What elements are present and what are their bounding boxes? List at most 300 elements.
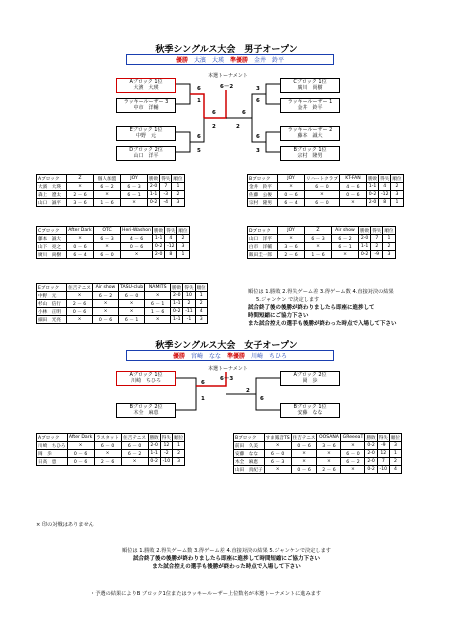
player-name: 山口 洋平 bbox=[248, 235, 278, 243]
table-header-row bbox=[234, 434, 402, 442]
column-header: JOY bbox=[121, 175, 148, 183]
men-left-box-1: Aブロック 1位 大濱 大瑛 bbox=[116, 78, 176, 93]
column-header: Heri-Washon bbox=[122, 228, 152, 233]
table-header-row bbox=[37, 175, 185, 183]
result-cell: 2 － 6 bbox=[67, 191, 94, 199]
player-name: 山口 誠平 bbox=[37, 199, 67, 207]
women-title: 秋季シングルス大会 女子オープン bbox=[155, 341, 298, 351]
result-cell: 3 bbox=[177, 243, 189, 251]
result-cell: 8 bbox=[165, 251, 177, 259]
block-c-men bbox=[36, 226, 190, 259]
column-header: すま鳳音TS bbox=[265, 435, 290, 441]
table-header-row bbox=[37, 284, 208, 292]
men-runner-name: 金井 鈴平 bbox=[254, 57, 285, 64]
player-name: 日高 恵 bbox=[37, 458, 68, 466]
result-cell: 4 － 6 bbox=[121, 235, 153, 243]
men-score: 6 bbox=[256, 98, 260, 104]
block-title: Eブロック bbox=[37, 284, 67, 292]
column-header: 得失 bbox=[372, 228, 382, 234]
result-cell: × bbox=[67, 183, 94, 191]
player-name: 金井 鈴平 bbox=[248, 183, 278, 191]
column-header: GReeeaT bbox=[342, 435, 364, 440]
table-row bbox=[248, 243, 396, 251]
result-cell: 2 － 6 bbox=[278, 251, 305, 259]
block-b-men bbox=[247, 174, 404, 207]
result-cell: × bbox=[332, 251, 359, 259]
result-cell: × bbox=[119, 308, 145, 316]
column-header: 勝敗 bbox=[366, 435, 376, 441]
block-title: Bブロック bbox=[248, 175, 278, 183]
block-title: Aブロック bbox=[37, 434, 68, 442]
women-score: 6 bbox=[260, 396, 264, 402]
result-cell: -1 bbox=[183, 316, 195, 324]
result-cell: 6 － 3 bbox=[121, 183, 148, 191]
result-cell: 2 bbox=[391, 183, 403, 191]
table-row bbox=[248, 199, 404, 207]
column-header: Air show bbox=[93, 284, 119, 292]
men-right-box-2: ラッキールーザー 1 金井 鈴平 bbox=[280, 98, 340, 113]
column-header: JOY bbox=[278, 175, 305, 183]
result-cell: 6 － 0 bbox=[305, 199, 340, 207]
result-cell: × bbox=[121, 458, 148, 466]
result-cell: 1-1 bbox=[153, 235, 165, 243]
result-cell: × bbox=[121, 251, 153, 259]
column-header: 住吉テニス bbox=[121, 434, 148, 442]
result-cell: 3 － 6 bbox=[317, 442, 341, 450]
result-cell: 6 － 1 bbox=[119, 316, 145, 324]
women-left-box-1: Aブロック 1位 川崎 ちひろ bbox=[116, 371, 176, 386]
result-cell: -12 bbox=[379, 191, 391, 199]
player-name: 白市 洋輔 bbox=[248, 243, 278, 251]
result-cell: 2-0 bbox=[171, 292, 183, 300]
result-cell: 1-1 bbox=[366, 183, 378, 191]
result-cell: 2-0 bbox=[365, 458, 377, 466]
result-cell: × bbox=[67, 316, 93, 324]
player-name: 中野 元 bbox=[37, 292, 67, 300]
block-title: Dブロック bbox=[248, 227, 278, 235]
player-name: 宗村 隆男 bbox=[248, 199, 278, 207]
column-header: After Dark bbox=[68, 228, 92, 233]
column-header: 勝敗 bbox=[154, 228, 164, 234]
results-table bbox=[247, 174, 404, 207]
column-header: 得失 bbox=[378, 435, 388, 441]
block-a-women bbox=[36, 433, 185, 466]
women-notes: 順位は 1.勝敗 2.得失ゲーム数 3.得ゲーム差 4.直接対決の結果 5.ジャンケンで決定します 試合終了後の後勝が終わりましたら即座に進捗して時間短縮にご協力下さい また試合控えの選手も後勝が終わった時点で入場して下さい bbox=[122, 548, 331, 570]
result-cell: 0 － 6 bbox=[67, 458, 94, 466]
result-cell: × bbox=[67, 292, 93, 300]
result-cell: × bbox=[264, 466, 291, 474]
men-score: 6 bbox=[197, 86, 201, 92]
result-cell: 0-2 bbox=[366, 191, 378, 199]
men-win-tag: 優勝 bbox=[175, 57, 188, 64]
result-cell: 3 － 6 bbox=[67, 199, 94, 207]
results-table bbox=[36, 433, 185, 466]
result-cell: 2 bbox=[383, 243, 395, 251]
result-cell: 0 － 6 bbox=[67, 243, 94, 251]
column-header: After Dark bbox=[68, 435, 93, 440]
result-cell: × bbox=[94, 450, 121, 458]
column-header: Z bbox=[67, 175, 94, 183]
women-win-name: 宮崎 なな bbox=[190, 353, 221, 360]
table-row bbox=[234, 458, 402, 466]
result-cell: 1-1 bbox=[171, 316, 183, 324]
column-header: 勝敗 bbox=[149, 435, 159, 441]
results-table bbox=[233, 433, 402, 474]
result-cell: 0 － 6 bbox=[121, 243, 153, 251]
result-cell: 1 bbox=[383, 235, 395, 243]
result-cell: 4 bbox=[165, 235, 177, 243]
men-title: 秋季シングルス大会 男子オープン bbox=[155, 45, 298, 55]
result-cell: 1-1 bbox=[359, 243, 371, 251]
result-cell: 1 － 6 bbox=[305, 251, 332, 259]
result-cell: 0-2 bbox=[365, 466, 377, 474]
player-name: 安藤 なな bbox=[234, 450, 265, 458]
men-score: 1 bbox=[197, 98, 201, 104]
women-score: 6 bbox=[201, 380, 205, 386]
table-row bbox=[248, 251, 396, 259]
result-cell: × bbox=[291, 450, 317, 458]
result-cell: 1 bbox=[172, 442, 184, 450]
table-row bbox=[37, 442, 185, 450]
result-cell: -10 bbox=[377, 466, 389, 474]
table-row bbox=[234, 450, 402, 458]
result-cell: × bbox=[94, 191, 121, 199]
result-cell: 7 bbox=[160, 183, 172, 191]
women-final-score: 6－3 bbox=[220, 376, 234, 382]
women-runner-name: 川崎 ちひろ bbox=[251, 353, 288, 360]
table-row bbox=[248, 191, 404, 199]
men-bracket-label: 本選トーナメント bbox=[208, 73, 248, 79]
result-cell: × bbox=[67, 235, 94, 243]
result-cell: × bbox=[317, 450, 341, 458]
table-row bbox=[37, 235, 190, 243]
result-cell: 3 bbox=[172, 199, 184, 207]
result-cell: × bbox=[93, 308, 119, 316]
result-cell: 6 － 0 bbox=[341, 450, 365, 458]
column-header: JOY bbox=[278, 227, 305, 235]
result-cell: 6 － 2 bbox=[93, 292, 119, 300]
result-cell: 1-1 bbox=[171, 300, 183, 308]
result-cell: 2 bbox=[172, 450, 184, 458]
column-header: OTC bbox=[94, 227, 121, 235]
result-cell: 1 bbox=[195, 292, 207, 300]
result-cell: 8 bbox=[379, 199, 391, 207]
result-cell: 2 bbox=[177, 235, 189, 243]
result-cell: 0-2 bbox=[365, 442, 377, 450]
result-cell: 2 － 6 bbox=[67, 300, 93, 308]
player-name: 小林 正明 bbox=[37, 308, 67, 316]
women-result-bar bbox=[126, 350, 334, 361]
result-cell: × bbox=[278, 183, 305, 191]
men-left-box-3: Eブロック 1位 中野 元 bbox=[116, 126, 176, 141]
result-cell: 6 － 3 bbox=[264, 458, 291, 466]
table-row bbox=[37, 308, 208, 316]
table-row bbox=[234, 466, 402, 474]
result-cell: 2 － 6 bbox=[317, 466, 341, 474]
player-name: 杉山 信行 bbox=[37, 300, 67, 308]
men-right-box-4: Bブロック 1位 宗村 隆男 bbox=[280, 146, 340, 161]
table-row bbox=[37, 191, 185, 199]
result-cell: 6 － 2 bbox=[121, 450, 148, 458]
table-row bbox=[248, 235, 396, 243]
result-cell: 6 － 2 bbox=[341, 458, 365, 466]
result-cell: × bbox=[145, 292, 171, 300]
block-title: Aブロック bbox=[37, 175, 67, 183]
table-row bbox=[37, 458, 185, 466]
column-header: Z bbox=[305, 227, 332, 235]
result-cell: -12 bbox=[165, 243, 177, 251]
column-header: 得失 bbox=[161, 435, 171, 441]
result-cell: 0 － 6 bbox=[291, 466, 317, 474]
result-cell: 6 － 3 bbox=[94, 235, 121, 243]
player-name: 細田 光亮 bbox=[37, 316, 67, 324]
player-name: 藤本 誠大 bbox=[37, 235, 67, 243]
result-cell: 6 － 0 bbox=[121, 442, 148, 450]
result-cell: 6 － 0 bbox=[264, 450, 291, 458]
result-cell: 4 bbox=[389, 466, 401, 474]
men-score: 3 bbox=[256, 86, 260, 92]
column-header: Air show bbox=[332, 227, 359, 235]
women-score: 2 bbox=[246, 388, 250, 394]
result-cell: 2-0 bbox=[365, 450, 377, 458]
men-left-box-4: Dブロック 2位 山口 洋平 bbox=[116, 146, 176, 161]
player-name: 木全 麻恵 bbox=[234, 458, 265, 466]
table-row bbox=[37, 300, 208, 308]
column-header: 順位 bbox=[178, 228, 188, 234]
note-no-match: × 印の対戦はありません bbox=[36, 522, 94, 528]
result-cell: 1 － 6 bbox=[145, 308, 171, 316]
table-row bbox=[37, 450, 185, 458]
result-cell: 0 － 6 bbox=[291, 442, 317, 450]
column-header: 勝敗 bbox=[172, 285, 182, 291]
result-cell: 0 － 6 bbox=[67, 308, 93, 316]
result-cell: × bbox=[305, 191, 340, 199]
result-cell: 3 bbox=[383, 251, 395, 259]
result-cell: 2 bbox=[183, 300, 195, 308]
result-cell: -9 bbox=[377, 442, 389, 450]
result-cell: 7 bbox=[377, 458, 389, 466]
men-score: 3 bbox=[256, 148, 260, 154]
women-bracket-label: 本選トーナメント bbox=[208, 366, 248, 372]
men-score: 5 bbox=[197, 148, 201, 154]
result-cell: × bbox=[317, 458, 341, 466]
player-name: 森上 遼太 bbox=[37, 191, 67, 199]
column-header: 得失 bbox=[166, 228, 176, 234]
result-cell: × bbox=[67, 442, 94, 450]
result-cell: 0-2 bbox=[153, 243, 165, 251]
result-cell: 2-0 bbox=[366, 199, 378, 207]
result-cell: -2 bbox=[160, 450, 172, 458]
column-header: 住吉テニス bbox=[68, 285, 91, 291]
result-cell: -9 bbox=[371, 251, 383, 259]
result-cell: 4 － 6 bbox=[339, 183, 366, 191]
column-header: 勝敗 bbox=[360, 228, 370, 234]
table-row bbox=[37, 243, 190, 251]
result-cell: 0 － 6 bbox=[278, 191, 305, 199]
result-cell: × bbox=[264, 442, 291, 450]
women-left-box-2: Bブロック 2位 木全 麻恵 bbox=[116, 403, 176, 418]
result-cell: 1-1 bbox=[148, 191, 160, 199]
men-score: 6 bbox=[197, 134, 201, 140]
result-cell: 2-0 bbox=[359, 235, 371, 243]
column-header: リハートクラブ bbox=[306, 176, 338, 182]
table-row bbox=[37, 292, 208, 300]
result-cell: 0 － 6 bbox=[67, 450, 94, 458]
player-name: 飯田圭一郎 bbox=[248, 251, 278, 259]
results-table bbox=[247, 226, 396, 259]
column-header: 得失 bbox=[380, 176, 390, 182]
men-score: 2 bbox=[212, 124, 216, 130]
men-left-box-2: ラッキールーザー 3 中市 洋輔 bbox=[116, 98, 176, 113]
result-cell: -4 bbox=[160, 199, 172, 207]
result-cell: 7 bbox=[371, 235, 383, 243]
table-header-row bbox=[248, 227, 396, 235]
block-title: Bブロック bbox=[234, 434, 265, 442]
result-cell: × bbox=[145, 316, 171, 324]
result-cell: 12 bbox=[377, 450, 389, 458]
men-right-box-1: Cブロック 1位 廣川 尚樹 bbox=[280, 78, 340, 93]
player-name: 大濱 大瑛 bbox=[37, 183, 67, 191]
column-header: 順位 bbox=[173, 435, 184, 441]
column-header: TASU-club bbox=[120, 285, 144, 290]
block-a-men bbox=[36, 174, 185, 207]
result-cell: 6 － 1 bbox=[332, 243, 359, 251]
women-score: 1 bbox=[201, 396, 205, 402]
result-cell: 6 － 0 bbox=[305, 183, 340, 191]
column-header: 勝敗 bbox=[367, 176, 378, 182]
table-header-row bbox=[37, 227, 190, 235]
results-table bbox=[36, 226, 190, 259]
column-header: 順位 bbox=[173, 176, 183, 182]
block-b-women bbox=[233, 433, 402, 474]
result-cell: 2-0 bbox=[148, 442, 160, 450]
result-cell: × bbox=[93, 300, 119, 308]
result-cell: 12 bbox=[160, 442, 172, 450]
table-row bbox=[248, 183, 404, 191]
result-cell: 2 bbox=[195, 300, 207, 308]
women-win-tag: 優勝 bbox=[172, 353, 185, 360]
column-header: 勝敗 bbox=[149, 176, 159, 182]
result-cell: 1 bbox=[172, 183, 184, 191]
result-cell: -10 bbox=[160, 458, 172, 466]
result-cell: × bbox=[94, 243, 121, 251]
result-cell: 1 bbox=[391, 199, 403, 207]
women-right-box-2: Bブロック 1位 安藤 なな bbox=[280, 403, 340, 418]
result-cell: 0 － 6 bbox=[339, 191, 366, 199]
player-name: 山田 真紀子 bbox=[235, 467, 263, 473]
result-cell: × bbox=[339, 199, 366, 207]
table-header-row bbox=[37, 434, 185, 442]
result-cell: × bbox=[341, 442, 365, 450]
men-score: 6 bbox=[256, 134, 260, 140]
block-d-men bbox=[247, 226, 396, 259]
player-name: 廣川 尚樹 bbox=[37, 251, 67, 259]
player-name: 川崎 ちひろ bbox=[38, 443, 66, 449]
result-cell: 6 － 1 bbox=[145, 300, 171, 308]
result-cell: 6 － 0 bbox=[94, 442, 121, 450]
player-name: 山下 亮之 bbox=[37, 243, 67, 251]
result-cell: 2 bbox=[371, 243, 383, 251]
result-cell: × bbox=[305, 243, 332, 251]
column-header: 順位 bbox=[384, 228, 394, 234]
result-cell: 2 bbox=[172, 191, 184, 199]
column-header: 得失 bbox=[161, 176, 171, 182]
column-header: 個人加盟 bbox=[94, 175, 121, 183]
result-cell: 6 － 2 bbox=[332, 235, 359, 243]
table-row bbox=[37, 199, 185, 207]
result-cell: 6 － 0 bbox=[94, 251, 121, 259]
result-cell: 1-1 bbox=[148, 450, 160, 458]
men-win-name: 大濱 大瑛 bbox=[193, 57, 224, 64]
block-title: Cブロック bbox=[37, 227, 67, 235]
result-cell: 3 bbox=[195, 316, 207, 324]
result-cell: × bbox=[341, 466, 365, 474]
result-cell: 6 － 4 bbox=[278, 199, 305, 207]
women-right-box-1: Aブロック 2位 岡 歩 bbox=[280, 371, 340, 386]
result-cell: 0-2 bbox=[148, 458, 160, 466]
result-cell: 3 bbox=[391, 191, 403, 199]
result-cell: × bbox=[119, 300, 145, 308]
result-cell: 2 － 6 bbox=[94, 458, 121, 466]
result-cell: 6 － 3 bbox=[305, 235, 332, 243]
block-e-men bbox=[36, 283, 208, 324]
column-header: 順位 bbox=[392, 176, 402, 182]
result-cell: 6 － 1 bbox=[121, 191, 148, 199]
men-notes: 順位は 1.勝敗 2.得失ゲーム差 3.得ゲーム数 4.直接対決の結果 5.ジャンケン で決定します 試合終了後の後勝が終わりましたら即座に進捗して 時間短縮にご協力下さい また試合控えの選手も後勝が終わった時点で入場して下さい bbox=[248, 289, 397, 327]
result-cell: × bbox=[291, 458, 317, 466]
column-header: ラスタット bbox=[94, 434, 121, 442]
column-header: 住吉テニス bbox=[292, 435, 316, 441]
result-cell: 1 bbox=[177, 251, 189, 259]
table-row bbox=[37, 316, 208, 324]
table-row bbox=[234, 442, 402, 450]
column-header: NAMITS bbox=[145, 284, 171, 292]
result-cell: × bbox=[278, 235, 305, 243]
player-name: 佐藤 公俊 bbox=[248, 191, 278, 199]
results-table bbox=[36, 174, 185, 207]
table-header-row bbox=[248, 175, 404, 183]
result-cell: × bbox=[121, 199, 148, 207]
result-cell: 4 bbox=[379, 183, 391, 191]
result-cell: 1 － 6 bbox=[94, 199, 121, 207]
result-cell: 3 bbox=[389, 442, 401, 450]
men-final-score: 6－2 bbox=[220, 84, 234, 90]
men-score: 6 bbox=[242, 110, 246, 116]
result-cell: 6 － 4 bbox=[67, 251, 94, 259]
column-header: 順位 bbox=[196, 285, 206, 291]
column-header: 得失 bbox=[184, 285, 194, 291]
column-header: KT-FAN bbox=[339, 175, 366, 183]
result-cell: 4 bbox=[195, 308, 207, 316]
result-cell: 0-2 bbox=[171, 308, 183, 316]
result-cell: -3 bbox=[160, 191, 172, 199]
result-cell: -11 bbox=[183, 308, 195, 316]
player-name: 前田 久美 bbox=[234, 442, 265, 450]
men-score: 2 bbox=[236, 124, 240, 130]
result-cell: 0-2 bbox=[359, 251, 371, 259]
men-score: 6 bbox=[212, 110, 216, 116]
results-table bbox=[36, 283, 208, 324]
women-advance-note: ・予選の結果によりB ブロック1位またはラッキールーザー上位数名が本選トーナメントに進みます bbox=[90, 591, 322, 597]
result-cell: 0 － 6 bbox=[93, 316, 119, 324]
result-cell: 3 － 6 bbox=[278, 243, 305, 251]
result-cell: 2-0 bbox=[153, 251, 165, 259]
column-header: OOSANA bbox=[317, 434, 341, 442]
column-header: 順位 bbox=[390, 435, 401, 441]
result-cell: 0-2 bbox=[148, 199, 160, 207]
result-cell: 6 － 2 bbox=[94, 183, 121, 191]
table-row bbox=[37, 251, 190, 259]
